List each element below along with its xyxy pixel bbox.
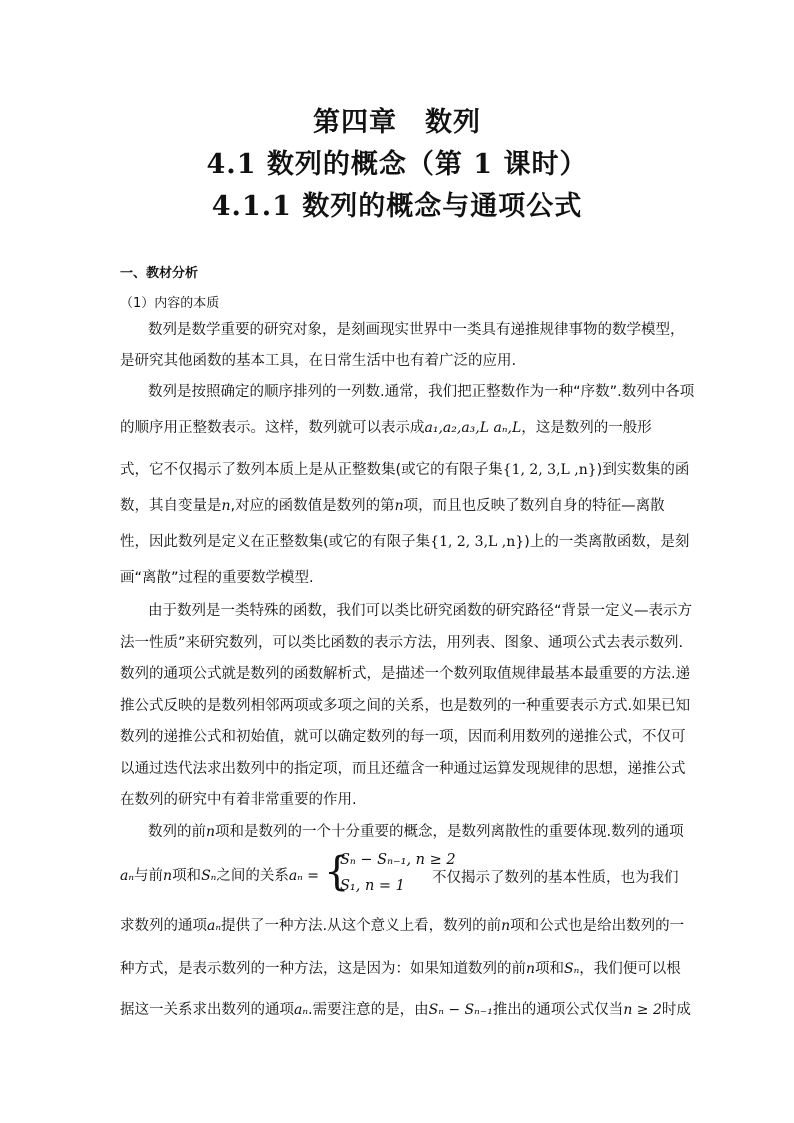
condition-formula: n ≥ 2 [623,1002,662,1018]
para4-line2-text-a: 与前 [134,868,164,884]
var-n-3: n [206,824,216,840]
para4-line4-text-b: 项和 [535,961,565,977]
var-n-6: n [526,961,536,977]
para2-line3-text-a: 式，它不仅揭示了数列本质上是从正整数集(或它的有限子集 [120,462,503,478]
piecewise-case-2: S₁, n = 1 [340,878,405,894]
para4-line5-text-b: .需要注意的是，由 [308,1002,429,1018]
para3-line3: 数列的通项公式就是数列的函数解析式，是描述一个数列取值规律最基本最重要的方法.递 [120,666,691,682]
para4-line5 [120,1000,691,1020]
para4-line2-text-c: 之间的关系 [216,868,289,884]
para2-line6: 画“离散”过程的重要数学模型. [120,570,314,586]
para2-line4 [120,496,665,516]
para4-line2 [120,866,319,886]
subsection-title: 4.1.1 数列的概念与通项公式 [211,191,583,222]
var-n-2: n [394,498,404,514]
para1-line2: 是研究其他函数的基本工具，在日常生活中也有着广泛的应用. [120,353,517,369]
para4-line3-text-a: 求数列的通项 [120,918,207,934]
piecewise-case-1: Sₙ − Sₙ₋₁, n ≥ 2 [340,852,456,868]
para2-line5 [120,532,689,552]
para4-line4-text-a: 种方式，是表示数列的一种方法，这是因为：如果知道数列的前 [120,961,526,977]
para2-line1: 数列是按照确定的顺序排列的一列数.通常，我们把正整数作为一种“序数”.数列中各项 [148,384,695,400]
para3-line5: 数列的递推公式和初始值，就可以确定数列的每一项，因而利用数列的递推公式，不仅可 [120,729,686,745]
para3-line6: 以通过迭代法求出数列中的指定项，而且还蕴含一种通过运算发现规律的思想，递推公式 [120,761,686,777]
var-n-1: n [221,498,231,514]
var-an-3: aₙ [207,918,222,934]
sequence-formula: a₁,a₂,a₃,L aₙ,L [424,420,522,436]
var-sn-1: Sₙ [201,868,217,884]
para1-line1: 数列是数学重要的研究对象，是刻画现实世界中一类具有递推规律事物的数学模型， [148,322,685,338]
para4-line4 [120,959,681,979]
para2-line4-text-a: 数，其自变量是 [120,498,222,514]
para2-line4-text-c: 项，而且也反映了数列自身的特征—离散 [403,498,665,514]
para3-line4: 推公式反映的是数列相邻两项或多项之间的关系，也是数列的一种重要表示方式.如果已知 [120,698,691,714]
para4-line2-text-b: 项和 [172,868,202,884]
para2-line5-text-b: )上的一类离散函数，是刻 [524,534,690,550]
var-an-2: aₙ [288,868,303,884]
para2-line2-text-a: 的顺序用正整数表示。这样，数列就可以表示成 [120,420,425,436]
var-n-4: n [163,868,173,884]
diff-formula: Sₙ − Sₙ₋₁ [428,1002,493,1018]
para2-line2 [120,418,652,438]
section-title: 4.1 数列的概念（第 1 课时） [206,149,588,180]
var-an-1: aₙ [120,868,135,884]
para4-line5-text-d: 时成 [661,1002,691,1018]
set-formula-1: {1, 2, 3,L ,n} [502,462,597,478]
para4-line1-text-a: 数列的前 [148,824,206,840]
para4-line5-text-a: 据这一关系求出数列的通项 [120,1002,294,1018]
sub-heading: （1）内容的本质 [120,296,220,311]
para4-line1-text-b: 项和是数列的一个十分重要的概念，是数列离散性的重要体现.数列的通项 [215,824,684,840]
para4-line4-text-c: ，我们便可以根 [579,961,681,977]
var-sn-2: Sₙ [564,961,580,977]
para4-line5-text-c: 推出的通项公式仅当 [492,1002,624,1018]
para2-line4-text-b: ,对应的函数值是数列的第 [230,498,395,514]
para3-line2: 法一性质”来研究数列，可以类比函数的表示方法，用列表、图象、通项公式去表示数列. [120,635,684,651]
para4-line3-text-b: 提供了一种方法.从这个意义上看，数列的前 [221,918,502,934]
para3-line7: 在数列的研究中有着非常重要的作用. [120,792,357,808]
para2-line5-text-a: 性，因此数列是定义在正整数集(或它的有限子集 [120,534,431,550]
para2-line3 [120,460,689,480]
para4-line1 [148,822,684,842]
para4-line3 [120,916,684,936]
para3-line1: 由于数列是一类特殊的函数，我们可以类比研究函数的研究路径“背景一定义—表示方 [148,603,693,619]
para4-line2-text-d: 不仅揭示了数列的基本性质，也为我们 [432,870,679,886]
var-an-4: aₙ [294,1002,309,1018]
var-n-5: n [501,918,511,934]
para2-line3-text-b: )到实数集的函 [596,462,690,478]
chapter-title: 第四章 数列 [313,107,481,138]
equals-sign: = [302,868,320,884]
para2-line2-text-b: ，这是数列的一般形 [521,420,652,436]
set-formula-2: {1, 2, 3,L ,n} [430,534,525,550]
left-brace: { [324,849,350,895]
section-heading: 一、教材分析 [120,266,199,281]
para4-line3-text-c: 项和公式也是给出数列的一 [510,918,685,934]
